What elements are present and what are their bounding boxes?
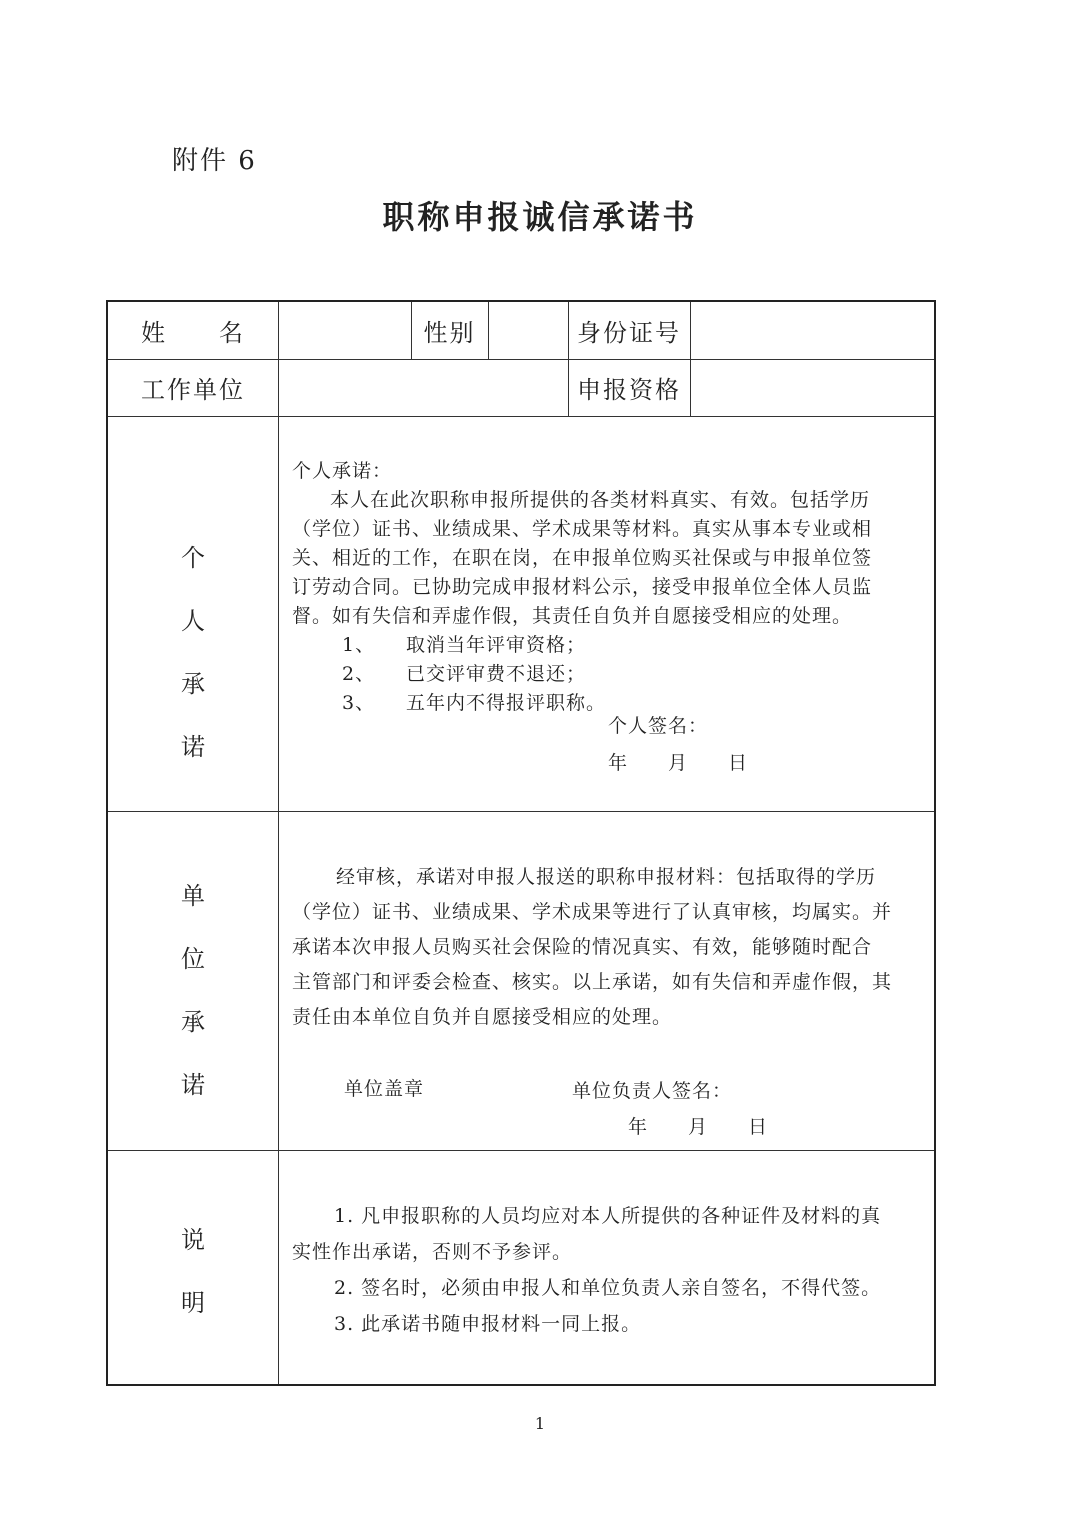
id-number-field[interactable] (691, 302, 934, 359)
note-line: 实性作出承诺，否则不予参评。 (292, 1241, 573, 1263)
label-char: 位 (181, 945, 205, 973)
document-title: 职称申报诚信承诺书 (382, 198, 698, 236)
row-divider (108, 811, 934, 812)
personal-para-line: 督。如有失信和弄虚作假，其责任自负并自愿接受相应的处理。 (292, 605, 853, 627)
personal-commitment-label (108, 538, 278, 762)
notes-text (292, 1198, 932, 1342)
label-char: 个 (181, 544, 205, 572)
name-label: 姓 名 (141, 319, 245, 347)
qualification-label: 申报资格 (577, 376, 681, 404)
note-line: 1. 凡申报职称的人员均应对本人所提供的各种证件及材料的真 (334, 1205, 882, 1227)
penalty-item (292, 660, 932, 689)
personal-commitment-text (292, 457, 932, 718)
unit-seal-label: 单位盖章 (344, 1078, 425, 1100)
gender-label: 性别 (423, 319, 476, 347)
unit-para-line: 经审核，承诺对申报人报送的职称申报材料：包括取得的学历 (336, 866, 877, 888)
unit-para-line: 承诺本次申报人员购买社会保险的情况真实、有效，能够随时配合 (292, 936, 873, 958)
label-char: 说 (181, 1226, 205, 1254)
unit-commitment-label (108, 876, 278, 1100)
personal-para-line: 关、相近的工作，在职在岗，在申报单位购买社保或与申报单位签 (292, 547, 873, 569)
personal-heading: 个人承诺： (292, 460, 393, 482)
penalty-text: 已交评审费不退还； (406, 663, 587, 685)
name-field[interactable] (279, 302, 411, 359)
column-divider (278, 302, 279, 1384)
penalty-text: 五年内不得报评职称。 (406, 692, 607, 714)
page-number: 1 (534, 1414, 546, 1433)
personal-date[interactable]: 年 月 日 (608, 752, 749, 774)
unit-date[interactable]: 年 月 日 (628, 1116, 769, 1138)
work-unit-label: 工作单位 (141, 376, 245, 404)
personal-signature-label: 个人签名： (608, 715, 709, 737)
row-divider (108, 1150, 934, 1151)
label-char: 诺 (181, 1071, 205, 1099)
qualification-field[interactable] (691, 360, 934, 416)
work-unit-field[interactable] (279, 360, 568, 416)
notes-label (108, 1220, 278, 1318)
penalty-number: 2、 (342, 663, 376, 685)
label-char: 明 (181, 1289, 205, 1317)
unit-para-line: 责任由本单位自负并自愿接受相应的处理。 (292, 1006, 673, 1028)
penalty-number: 1、 (342, 634, 376, 656)
label-char: 人 (181, 607, 205, 635)
id-number-label: 身份证号 (577, 319, 681, 347)
label-char: 承 (181, 1008, 205, 1036)
penalty-text: 取消当年评审资格； (406, 634, 587, 656)
unit-para-line: 主管部门和评委会检查、核实。以上承诺，如有失信和弄虚作假，其 (292, 971, 893, 993)
label-char: 诺 (181, 733, 205, 761)
row-divider (108, 416, 934, 417)
attachment-label: 附件 6 (172, 146, 257, 176)
personal-para-line: （学位）证书、业绩成果、学术成果等材料。真实从事本专业或相 (292, 518, 873, 540)
penalty-item (292, 631, 932, 660)
unit-leader-signature-label: 单位负责人签名： (572, 1080, 733, 1102)
personal-para-line: 订劳动合同。已协助完成申报材料公示，接受申报单位全体人员监 (292, 576, 873, 598)
personal-para-line: 本人在此次职称申报所提供的各类材料真实、有效。包括学历 (330, 489, 871, 511)
penalty-number: 3、 (342, 692, 376, 714)
personal-signature-field[interactable] (718, 712, 918, 740)
gender-field[interactable] (489, 302, 568, 359)
note-line: 2. 签名时，必须由申报人和单位负责人亲自签名，不得代签。 (334, 1277, 882, 1299)
commitment-form-table (106, 300, 936, 1386)
unit-para-line: （学位）证书、业绩成果、学术成果等进行了认真审核，均属实。并 (292, 901, 893, 923)
note-line: 3. 此承诺书随申报材料一同上报。 (334, 1313, 642, 1335)
unit-leader-signature-field[interactable] (734, 1077, 924, 1105)
label-char: 单 (181, 882, 205, 910)
unit-commitment-text (292, 860, 932, 1035)
label-char: 承 (181, 670, 205, 698)
